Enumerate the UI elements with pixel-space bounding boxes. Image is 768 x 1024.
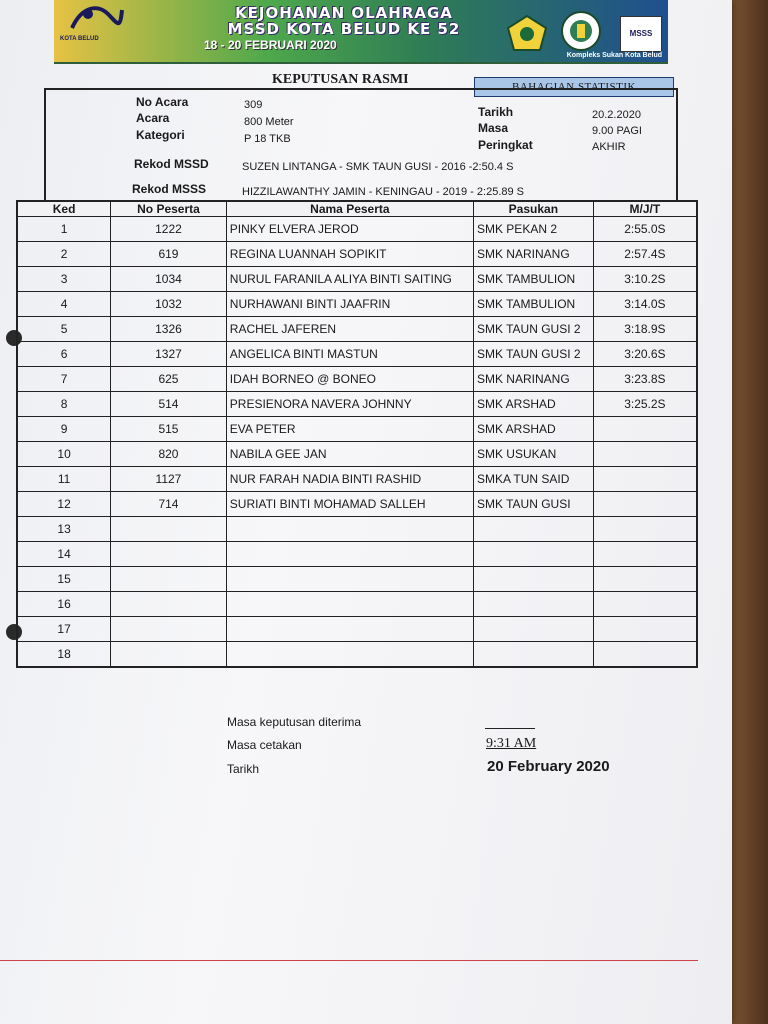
nama-peserta-cell: NUR FARAH NADIA BINTI RASHID bbox=[226, 467, 473, 492]
pasukan-cell: SMK USUKAN bbox=[473, 442, 593, 467]
no-peserta-cell: 515 bbox=[111, 417, 227, 442]
ked-cell: 11 bbox=[17, 467, 111, 492]
time-cell: 3:18.9S bbox=[593, 317, 697, 342]
no-peserta-cell bbox=[111, 542, 227, 567]
acara-value: 800 Meter bbox=[244, 116, 294, 128]
no-peserta-cell: 1032 bbox=[111, 292, 227, 317]
ked-cell: 15 bbox=[17, 567, 111, 592]
event-banner bbox=[54, 0, 668, 64]
column-header-mjt: M/J/T bbox=[593, 201, 697, 217]
pasukan-cell: SMK TAMBULION bbox=[473, 292, 593, 317]
table-row bbox=[17, 367, 697, 392]
no-peserta-cell bbox=[111, 617, 227, 642]
ked-cell: 2 bbox=[17, 242, 111, 267]
no-peserta-cell: 625 bbox=[111, 367, 227, 392]
no-peserta-cell: 1326 bbox=[111, 317, 227, 342]
no-peserta-cell bbox=[111, 517, 227, 542]
no-peserta-cell: 1327 bbox=[111, 342, 227, 367]
no-peserta-cell: 619 bbox=[111, 242, 227, 267]
banner-venue: Kompleks Sukan Kota Belud bbox=[566, 52, 662, 59]
rekod-mssd-label: Rekod MSSD bbox=[134, 157, 209, 171]
no-peserta-cell: 1222 bbox=[111, 217, 227, 242]
pasukan-cell bbox=[473, 592, 593, 617]
no-peserta-cell: 714 bbox=[111, 492, 227, 517]
no-peserta-cell: 1127 bbox=[111, 467, 227, 492]
banner-dates: 18 - 20 FEBRUARI 2020 bbox=[204, 38, 337, 52]
rekod-mssd-value: SUZEN LINTANGA - SMK TAUN GUSI - 2016 -2:50.4 S bbox=[242, 161, 514, 173]
nama-peserta-cell bbox=[226, 517, 473, 542]
document-title: KEPUTUSAN RASMI bbox=[272, 72, 409, 87]
time-cell: 3:10.2S bbox=[593, 267, 697, 292]
nama-peserta-cell bbox=[226, 567, 473, 592]
kategori-label: Kategori bbox=[136, 128, 185, 142]
nama-peserta-cell: NABILA GEE JAN bbox=[226, 442, 473, 467]
no-peserta-cell: 820 bbox=[111, 442, 227, 467]
table-row bbox=[17, 292, 697, 317]
ked-cell: 17 bbox=[17, 617, 111, 642]
table-row bbox=[17, 492, 697, 517]
nama-peserta-cell: REGINA LUANNAH SOPIKIT bbox=[226, 242, 473, 267]
pasukan-cell: SMK ARSHAD bbox=[473, 392, 593, 417]
no-peserta-cell: 514 bbox=[111, 392, 227, 417]
time-cell bbox=[593, 642, 697, 668]
pasukan-cell: SMK TAUN GUSI bbox=[473, 492, 593, 517]
table-row bbox=[17, 517, 697, 542]
no-peserta-cell bbox=[111, 592, 227, 617]
no-acara-label: No Acara bbox=[136, 95, 189, 109]
masa-value: 9.00 PAGI bbox=[592, 125, 642, 137]
table-row bbox=[17, 217, 697, 242]
table-row bbox=[17, 342, 697, 367]
table-row bbox=[17, 567, 697, 592]
ked-cell: 3 bbox=[17, 267, 111, 292]
nama-peserta-cell: ANGELICA BINTI MASTUN bbox=[226, 342, 473, 367]
left-logo-text: KOTA BELUD bbox=[60, 36, 99, 42]
date-label: Tarikh bbox=[227, 762, 260, 776]
table-row bbox=[17, 267, 697, 292]
pasukan-cell: SMKA TUN SAID bbox=[473, 467, 593, 492]
printed-time-label: Masa cetakan bbox=[227, 738, 302, 752]
table-row bbox=[17, 592, 697, 617]
table-row bbox=[17, 617, 697, 642]
tarikh-value: 20.2.2020 bbox=[592, 109, 641, 121]
table-row bbox=[17, 542, 697, 567]
pasukan-cell: SMK TAMBULION bbox=[473, 267, 593, 292]
time-cell bbox=[593, 542, 697, 567]
peringkat-label: Peringkat bbox=[478, 138, 533, 152]
pasukan-cell bbox=[473, 642, 593, 668]
received-time-blank bbox=[485, 728, 535, 729]
ked-cell: 4 bbox=[17, 292, 111, 317]
ked-cell: 14 bbox=[17, 542, 111, 567]
table-row bbox=[17, 417, 697, 442]
time-cell: 3:25.2S bbox=[593, 392, 697, 417]
ked-cell: 7 bbox=[17, 367, 111, 392]
no-peserta-cell bbox=[111, 567, 227, 592]
no-acara-value: 309 bbox=[244, 99, 263, 111]
column-header-ked: Ked bbox=[17, 201, 111, 217]
nama-peserta-cell: PINKY ELVERA JEROD bbox=[226, 217, 473, 242]
table-row bbox=[17, 642, 697, 668]
results-table bbox=[16, 200, 698, 668]
nama-peserta-cell: EVA PETER bbox=[226, 417, 473, 442]
time-cell bbox=[593, 492, 697, 517]
sabah-crest-icon bbox=[506, 14, 548, 52]
banner-line-2: MSSD KOTA BELUD KE 52 bbox=[227, 20, 461, 38]
pasukan-cell: SMK NARINANG bbox=[473, 242, 593, 267]
pasukan-cell: SMK PEKAN 2 bbox=[473, 217, 593, 242]
pasukan-cell: SMK ARSHAD bbox=[473, 417, 593, 442]
date-value: 20 February 2020 bbox=[487, 758, 610, 775]
column-header-pasukan: Pasukan bbox=[473, 201, 593, 217]
nama-peserta-cell: PRESIENORA NAVERA JOHNNY bbox=[226, 392, 473, 417]
time-cell bbox=[593, 592, 697, 617]
ked-cell: 12 bbox=[17, 492, 111, 517]
no-peserta-cell bbox=[111, 642, 227, 668]
column-header-nama-peserta: Nama Peserta bbox=[226, 201, 473, 217]
nama-peserta-cell: NURUL FARANILA ALIYA BINTI SAITING bbox=[226, 267, 473, 292]
banner-line-1: KEJOHANAN OLAHRAGA bbox=[235, 4, 453, 22]
pasukan-cell: SMK NARINANG bbox=[473, 367, 593, 392]
kategori-value: P 18 TKB bbox=[244, 133, 291, 145]
ked-cell: 9 bbox=[17, 417, 111, 442]
ked-cell: 10 bbox=[17, 442, 111, 467]
time-cell: 3:14.0S bbox=[593, 292, 697, 317]
nama-peserta-cell: RACHEL JAFEREN bbox=[226, 317, 473, 342]
ked-cell: 18 bbox=[17, 642, 111, 668]
nama-peserta-cell bbox=[226, 592, 473, 617]
pasukan-cell bbox=[473, 542, 593, 567]
nama-peserta-cell: NURHAWANI BINTI JAAFRIN bbox=[226, 292, 473, 317]
nama-peserta-cell: IDAH BORNEO @ BONEO bbox=[226, 367, 473, 392]
msss-logo-text: MSSS bbox=[629, 29, 653, 38]
pasukan-cell bbox=[473, 617, 593, 642]
acara-label: Acara bbox=[136, 111, 170, 125]
ked-cell: 8 bbox=[17, 392, 111, 417]
section-badge: BAHAGIAN STATISTIK bbox=[474, 77, 674, 97]
msss-logo-icon bbox=[620, 16, 662, 52]
ked-cell: 16 bbox=[17, 592, 111, 617]
nama-peserta-cell bbox=[226, 542, 473, 567]
column-header-no-peserta: No Peserta bbox=[111, 201, 227, 217]
ked-cell: 13 bbox=[17, 517, 111, 542]
table-header-row bbox=[17, 201, 697, 217]
pasukan-cell: SMK TAUN GUSI 2 bbox=[473, 342, 593, 367]
no-peserta-cell: 1034 bbox=[111, 267, 227, 292]
nama-peserta-cell bbox=[226, 642, 473, 668]
nama-peserta-cell bbox=[226, 617, 473, 642]
time-cell: 2:55.0S bbox=[593, 217, 697, 242]
time-cell: 3:20.6S bbox=[593, 342, 697, 367]
time-cell bbox=[593, 617, 697, 642]
ked-cell: 1 bbox=[17, 217, 111, 242]
event-info-box bbox=[44, 88, 678, 202]
pasukan-cell bbox=[473, 567, 593, 592]
table-row bbox=[17, 317, 697, 342]
pasukan-cell bbox=[473, 517, 593, 542]
ministry-crest-icon bbox=[560, 10, 602, 52]
masa-label: Masa bbox=[478, 121, 509, 135]
rekod-msss-label: Rekod MSSS bbox=[132, 182, 207, 196]
time-cell bbox=[593, 567, 697, 592]
ked-cell: 5 bbox=[17, 317, 111, 342]
table-row bbox=[17, 467, 697, 492]
margin-line bbox=[0, 960, 698, 961]
printed-time-value: 9:31 AM bbox=[486, 736, 537, 751]
pasukan-cell: SMK TAUN GUSI 2 bbox=[473, 317, 593, 342]
table-row bbox=[17, 442, 697, 467]
rekod-msss-value: HIZZILAWANTHY JAMIN - KENINGAU - 2019 - 2:25.89 S bbox=[242, 186, 524, 198]
table-row bbox=[17, 242, 697, 267]
nama-peserta-cell: SURIATI BINTI MOHAMAD SALLEH bbox=[226, 492, 473, 517]
time-cell: 3:23.8S bbox=[593, 367, 697, 392]
time-cell bbox=[593, 467, 697, 492]
time-cell: 2:57.4S bbox=[593, 242, 697, 267]
ked-cell: 6 bbox=[17, 342, 111, 367]
time-cell bbox=[593, 517, 697, 542]
tarikh-label: Tarikh bbox=[478, 105, 514, 119]
time-cell bbox=[593, 417, 697, 442]
received-time-label: Masa keputusan diterima bbox=[227, 715, 362, 729]
kota-belud-logo-icon bbox=[68, 2, 124, 36]
table-row bbox=[17, 392, 697, 417]
time-cell bbox=[593, 442, 697, 467]
peringkat-value: AKHIR bbox=[592, 141, 626, 153]
